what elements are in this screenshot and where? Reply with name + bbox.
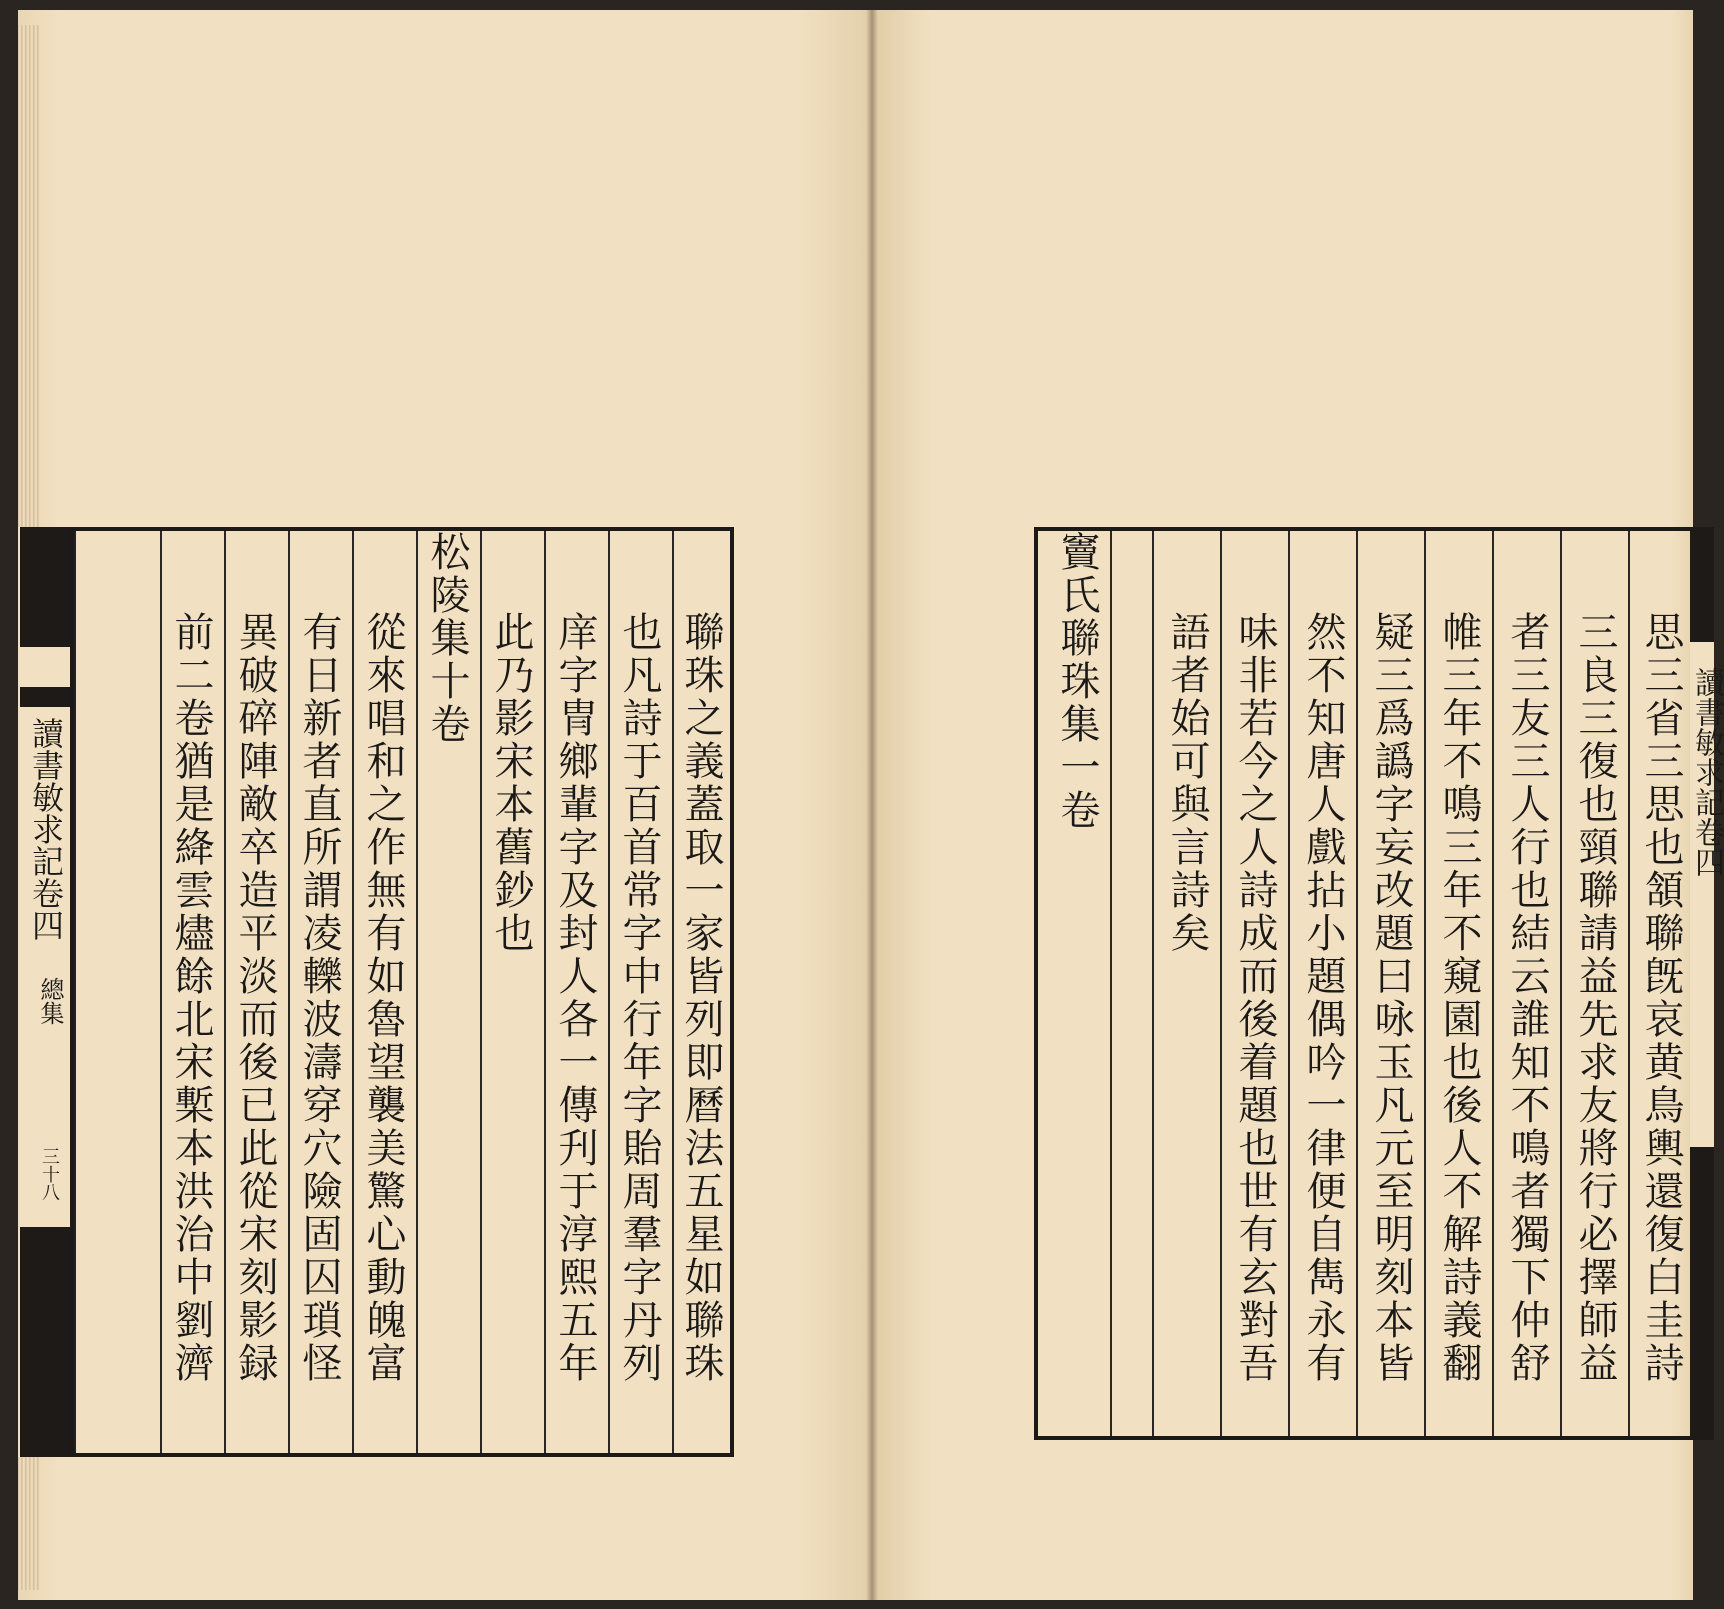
banxin-page-number: 三十八: [39, 1147, 60, 1201]
column-text: 帷三年不鳴三年不窺園也後人不解詩義翻: [1436, 611, 1482, 1385]
text-column: [1628, 531, 1694, 1436]
text-column: [352, 531, 416, 1453]
column-heading: 松陵集十卷: [424, 531, 470, 746]
open-book: [18, 10, 1724, 1600]
right-banxin: [1689, 527, 1724, 1440]
text-column: [1492, 531, 1560, 1436]
column-text: 然不知唐人戲拈小題偶吟一律便自雋永有: [1300, 611, 1346, 1385]
column-text: 也凡詩于百首常字中行年字貽周羣字丹列: [616, 611, 662, 1385]
column-text: 從來唱和之作無有如魯望襲美驚心動魄富: [360, 611, 406, 1385]
column-text: 語者始可與言詩矣: [1164, 611, 1210, 955]
fishtail-bottom: [20, 1227, 70, 1457]
banxin-section: 總集: [36, 977, 64, 1025]
column-text: 疑三爲譌字妄改題曰咏玉凡元至明刻本皆: [1368, 611, 1414, 1385]
column-text: 者三友三人行也結云誰知不鳴者獨下仲舒: [1504, 611, 1550, 1385]
text-column: [1152, 531, 1220, 1436]
text-column: [672, 531, 734, 1453]
text-column: [160, 531, 224, 1453]
text-column: [608, 531, 672, 1453]
fishtail-mark: [20, 687, 70, 707]
text-column: [1560, 531, 1628, 1436]
text-column: [288, 531, 352, 1453]
text-column: [544, 531, 608, 1453]
banxin-title: 讀書敏求記卷四: [1689, 667, 1724, 877]
text-column: [1038, 531, 1110, 1436]
text-column: [1424, 531, 1492, 1436]
column-text: 有日新者直所謂凌轢波濤穿穴險固囚瑣怪: [296, 611, 342, 1385]
column-text: 味非若今之人詩成而後着題也世有玄對吾: [1232, 611, 1278, 1385]
column-text: 三良三復也頸聯請益先求友將行必擇師益: [1572, 611, 1618, 1385]
book-gutter: [866, 10, 878, 1600]
column-text: 聯珠之義蓋取一家皆列即曆法五星如聯珠: [678, 611, 724, 1385]
fishtail-bottom: [1690, 1147, 1714, 1440]
fishtail-top: [20, 527, 70, 647]
text-column: [1220, 531, 1288, 1436]
text-column: [1356, 531, 1424, 1436]
text-column: [224, 531, 288, 1453]
left-banxin: [18, 527, 76, 1457]
column-text: 思三省三思也頷聯旣哀黄鳥輿還復白圭詩: [1638, 611, 1684, 1385]
column-text: 異破碎陣敵卒造平淡而後已此從宋刻影録: [232, 611, 278, 1385]
fishtail-top: [1690, 527, 1714, 642]
column-heading: 竇氏聯珠集一卷: [1054, 531, 1100, 832]
column-text: 此乃影宋本舊鈔也: [488, 611, 534, 955]
text-column: [480, 531, 544, 1453]
column-text: 庠字冑鄉輩字及封人各一傳刋于淳熙五年: [552, 611, 598, 1385]
right-text-frame: [1034, 527, 1694, 1440]
empty-column: [1110, 531, 1152, 1436]
text-column: [416, 531, 480, 1453]
left-text-frame: [70, 527, 734, 1457]
text-column: [1288, 531, 1356, 1436]
column-text: 前二卷猶是絳雲燼餘北宋槧本洪治中劉濟: [168, 611, 214, 1385]
banxin-title: 讀書敏求記卷四: [27, 717, 65, 941]
